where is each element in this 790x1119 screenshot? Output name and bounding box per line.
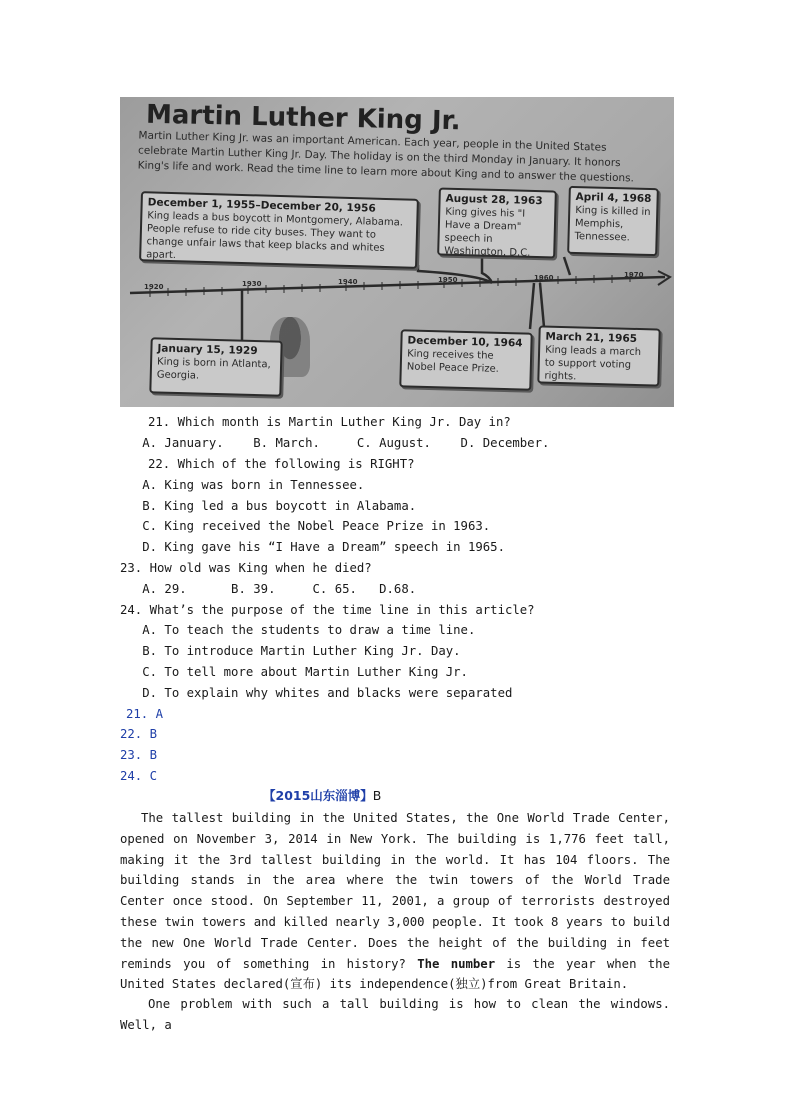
figure-intro: Martin Luther King Jr. was an important American. Each year, people in the United States celebrate Martin Luther King Jr. Day. The holiday is on the third Monday in January. It honors King's life and work. Read the time line to learn more about King and to answer the questions. [137, 129, 635, 185]
question-24: 24. What’s the purpose of the time line in this article? [120, 603, 535, 617]
event-text: King is killed in Memphis, Tennessee. [574, 205, 651, 244]
passage-text: The tallest building in the United States, the One World Trade Center, opened on November 3, 2014 in New York. The building is 1,776 feet tall, making it the 3rd tallest building in the world. It has 104 floors. The building stands in the area where the twin towers of the World Trade Center once stood. On September 11, 2001, a group of terrorists destroyed these twin towers and killed nearly 3,000 people. It took 8 years to build the new One World Trade Center. Does the height of the building in feet reminds you of something in history? [120, 811, 670, 971]
year-tick-label: 1960 [534, 274, 554, 282]
question-22: 22. Which of the following is RIGHT? [148, 457, 415, 471]
answer-21: 21. A [126, 707, 164, 721]
question-21: 21. Which month is Martin Luther King Jr. Day in? [148, 415, 511, 429]
passage-bold-text: The number [417, 956, 496, 971]
event-text: King is born in Atlanta, Georgia. [156, 356, 271, 382]
question-24-option-b: B. To introduce Martin Luther King Jr. Day. [120, 644, 461, 658]
question-23-options: A. 29. B. 39. C. 65. D.68. [120, 582, 417, 596]
event-date: April 4, 1968 [575, 191, 652, 205]
event-date: December 10, 1964 [407, 334, 523, 350]
event-bus-boycott [139, 191, 419, 269]
question-22-option-a: A. King was born in Tennessee. [120, 478, 365, 492]
passage-paragraph-1 [120, 808, 670, 995]
answer-23: 23. B [120, 748, 158, 762]
event-text: King gives his "I Have a Dream" speech in Washington, D.C. [444, 206, 531, 259]
section-tag: B [372, 788, 382, 803]
figure-title: Martin Luther King Jr. [145, 99, 461, 137]
passage-paragraph-2: One problem with such a tall building is how to clean the windows. Well, a [120, 997, 670, 1032]
question-22-option-d: D. King gave his “I Have a Dream” speech in 1965. [120, 540, 505, 554]
event-text: King leads a march to support voting rights. [544, 344, 642, 383]
event-date: August 28, 1963 [445, 192, 543, 208]
question-24-option-c: C. To tell more about Martin Luther King Jr. [120, 665, 468, 679]
question-22-option-b: B. King led a bus boycott in Alabama. [120, 499, 417, 513]
timeline-photo [120, 97, 674, 407]
year-tick-label: 1970 [624, 271, 644, 279]
question-21-options: A. January. B. March. C. August. D. December. [120, 436, 550, 450]
event-text: King receives the Nobel Peace Prize. [406, 348, 500, 375]
event-born [149, 337, 282, 396]
question-24-option-a: A. To teach the students to draw a time line. [120, 623, 476, 637]
year-tick-label: 1930 [242, 280, 262, 288]
event-text: King leads a bus boycott in Montgomery, Alabama. People refuse to ride city buses. They want to change unfair laws that keep blacks and whites apart. [146, 210, 404, 262]
year-tick-label: 1940 [338, 278, 358, 286]
answer-24: 24. C [120, 769, 158, 783]
year-tick-label: 1950 [438, 276, 458, 284]
question-23: 23. How old was King when he died? [120, 561, 372, 575]
question-22-option-c: C. King received the Nobel Peace Prize in 1963. [120, 519, 491, 533]
answer-22: 22. B [120, 727, 158, 741]
event-date: March 21, 1965 [545, 330, 638, 345]
event-date: January 15, 1929 [157, 342, 258, 358]
event-nobel-prize [399, 329, 532, 390]
event-date: December 1, 1955–December 20, 1956 [147, 196, 376, 215]
question-24-option-d: D. To explain why whites and blacks were separated [120, 686, 513, 700]
event-voting-march [537, 325, 660, 386]
year-tick-label: 1920 [144, 283, 164, 291]
event-dream-speech [437, 187, 557, 258]
passage-text: is the year when the United States declared(宣布) its independence(独立)from Great Britain. [120, 956, 670, 992]
section-source: 【2015山东淄博】 [263, 788, 373, 803]
event-killed [567, 186, 659, 256]
section-heading [263, 786, 381, 804]
